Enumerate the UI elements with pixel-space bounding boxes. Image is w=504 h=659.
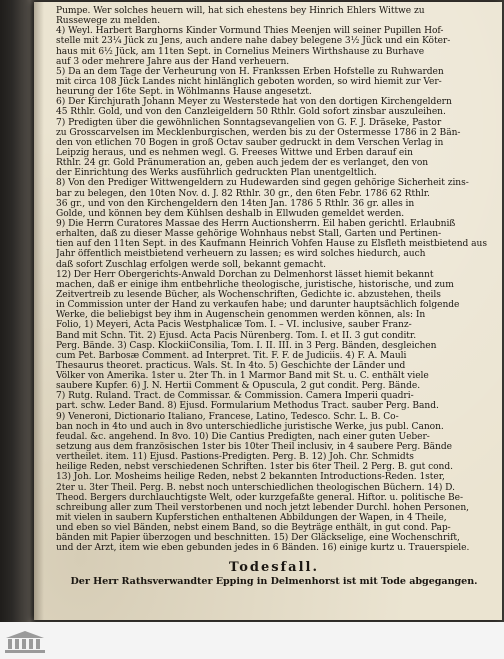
text-line: der Einrichtung des Werks ausführlich gedruckten Plan unentgeltlich. (56, 168, 377, 179)
text-line: Pumpe. Wer solches heuern will, hat sich ehestens bey Hinrich Ehlers Wittwe zu (56, 6, 425, 16)
text-line: part. schw. Leder Band. 8) Ejusd. Formularium Methodus Tract. sauber Perg. Band. (56, 401, 439, 412)
text-line: Völker von Amerika. 1ster u. 2ter Th. in 1 Marmor Band mit St. u. C. enthält viele (56, 371, 429, 382)
text-line: mit circa 108 Jück Landes nicht hinlänglich geboten worden, so wird hiemit zur Ver- (56, 76, 442, 87)
text-line: und der Arzt, item wie eben gebunden jedes in 6 Bänden. 16) einige kurtz u. Trauerspiele. (56, 543, 470, 554)
text-line: bänden mit Papier überzogen und beschnitten. 15) Der Gläckselige, eine Wochenschrift, (56, 533, 460, 544)
text-line: setzung aus dem französischen 1ster bis 10ter Theil inclusiv, in 4 saubere Perg. Bände (56, 442, 452, 453)
text-line: cum Pet. Barbosæ Comment. ad Interpret. Tit. F. F. de Judiciis. 4) F. A. Mauli (56, 350, 407, 361)
newspaper-page (34, 2, 502, 620)
text-line: 36 gr., und von den Kirchengeldern den 14ten Jan. 1786 5 Rthlr. 36 gr. alles in (56, 198, 415, 209)
text-line: Jahr öffentlich meistbietend verheuern zu lassen; es wird solches hiedurch, auch (56, 249, 426, 260)
viewer-footer (0, 622, 504, 659)
text-line: 7) Predigten über die gewöhnlichen Sonntagsevangelien von G. F. J. Dräseke, Pastor (56, 117, 442, 128)
text-line: 9) Die Herrn Curatores Massae des Herrn Auctionsherrn. Eil haben gerichtl. Erlaubniß (56, 218, 456, 229)
text-line: stelle mit 23¼ Jück zu Jens, auch andere nahe dabey belegene 3½ Jück und ein Köter- (56, 36, 451, 47)
text-line: 45 Rthlr. Gold, und von den Canzleigeldern 50 Rthlr. Gold sofort zinsbar auszuleihen. (56, 107, 446, 118)
text-line: vertheilet. item. 11) Ejusd. Pastions-Predigten. Perg. B. 12) Joh. Chr. Schmidts (56, 452, 414, 463)
text-line: schreibung aller zum Theil verstorbenen und noch jetzt lebender Durchl. hohen Personen, (56, 502, 469, 513)
text-line: Rthlr. 24 gr. Gold Pränumeration an, geben auch jedem der es verlanget, den von (56, 158, 429, 169)
text-line: 8) Von den Prediger Wittwengeldern zu Hudewarden sind gegen gehörige Sicherheit zins- (56, 178, 469, 189)
text-line: heilige Reden, nebst verschiedenen Schriften. 1ster bis 6ter Theil. 2 Perg. B. gut cond. (56, 462, 453, 473)
text-line: 5) Da an dem Tage der Verheurung von H. Frankssen Erben Hofstelle zu Ruhwarden (56, 66, 444, 77)
text-line: machen, daß er einige ihm entbehrliche theologische, juristische, historische, und zum (56, 279, 454, 290)
text-line: 13) Joh. Lor. Mosheims heilige Reden, nebst 2 bekannten Introductions-Reden. 1ster, (56, 472, 445, 483)
text-line: zu Grosscarvelsen im Mecklenburgischen, werden bis zu der Ostermesse 1786 in 2 Bän- (56, 127, 461, 138)
text-line: Zeitvertreib zu lesende Bücher, als Wochenschriften, Gedichte ic. abzustehen, theils (56, 289, 441, 300)
text-line: mit vielen in saubern Kupferstichen enthaltenen Abbildungen der Wapen, in 4 Theile, (56, 513, 447, 524)
text-line: 4) Weyl. Harbert Barghorns Kinder Vormund Thies Meenjen will seiner Pupillen Hof- (56, 26, 444, 37)
text-line: bar zu belegen, den 10ten Nov. d. J. 82 Rthlr. 30 gr., den 6ten Febr. 1786 62 Rthlr. (56, 188, 430, 199)
text-line: 9) Veneroni, Dictionario Italiano, Francese, Latino, Tedesco. Schr. L. B. Co- (56, 411, 399, 422)
text-line: 2ter u. 3ter Theil. Perg. B. nebst noch unterschiedlichen theologischen Büchern. 14) D. (56, 482, 455, 493)
text-line: Theod. Bergers durchlauchtigste Welt, oder kurzgefaßte general. Hiftor. u. politische Be- (56, 492, 463, 503)
text-line: Band mit Schn. Tit. 2) Ejusd. Acta Pacis Nürenberg. Tom. I. et II. 3 gut conditr. (56, 330, 417, 341)
text-line: Leipzig heraus, und es nehmen wegl. G. Freeses Wittwe und Erben darauf ein (56, 147, 413, 158)
text-line: ban noch in 4to und auch in 8vo unterschiedliche juristische Werke, jus publ. Canon. (56, 421, 444, 432)
text-line: Golde, und können bey dem Kühlsen deshalb in Ellwuden gemeldet werden. (56, 208, 405, 219)
text-line: 6) Der Kirchjurath Johann Meyer zu Westerstede hat von den dortigen Kirchengeldern (56, 97, 452, 108)
text-line: daß sofort Zuschlag erfolgen werde soll, bekannt gemacht. (56, 259, 326, 270)
page-text-column (56, 6, 492, 588)
binding-shadow (34, 2, 44, 620)
text-line: Folio, 1) Meyeri, Acta Pacis Westphalicæ Tom. I. – VI. inclusive, sauber Franz- (56, 320, 412, 331)
text-line: feudal. &c. angehend. In 8vo. 10) Die Cantius Predigten, nach einer guten Ueber- (56, 431, 430, 442)
text-line: 7) Rutg. Ruland. Tract. de Commissar. & Commission. Camera Imperii quadri- (56, 391, 414, 402)
text-line: heurung der 16te Sept. in Wöhlmanns Hause angesetzt. (56, 87, 312, 98)
text-line: Werke, die beliebigst bey ihm in Augenschein genommen werden können, als: In (56, 310, 426, 321)
text-line: tien auf den 11ten Sept. in des Kaufmann Heinrich Vohfen Hause zu Elsfleth meistbietend aus (56, 239, 487, 250)
text-line: Thesaurus theoret. practicus. Wals. St. In 4to. 5) Geschichte der Länder und (56, 360, 406, 371)
text-line: und eben so viel Bänden, nebst einem Band, so die Beyträge enthält, in gut cond. Pap- (56, 523, 451, 534)
text-line: erhalten, daß zu dieser Masse gehörige Wohnhaus nebst Stall, Garten und Pertinen- (56, 229, 442, 240)
text-line: Perg. Bände. 3) Casp. KlockiiConsilia, Tom. I. II. III. in 3 Perg. Bänden, desgleichen (56, 340, 437, 351)
text-line: Russewege zu melden. (56, 16, 161, 27)
text-line: haus mit 6½ Jück, am 11ten Sept. in Cornelius Meiners Wirthshause zu Burhave (56, 46, 425, 57)
text-line: 12) Der Herr Obergerichts-Anwald Dorchan zu Delmenhorst lässet hiemit bekannt (56, 269, 434, 280)
text-line: saubere Kupfer. 6) J. N. Hertii Comment & Opuscula, 2 gut condit. Perg. Bände. (56, 381, 421, 392)
text-line: in Commission unter der Hand zu verkaufen habe; und darunter hauptsächlich folgende (56, 300, 460, 311)
text-line: den von etlichen 70 Bogen in groß Octav sauber gedruckt in dem Verschen Verlag in (56, 137, 444, 148)
library-logo-icon (4, 630, 46, 655)
text-line: auf 3 oder mehrere Jahre aus der Hand verheuern. (56, 56, 290, 67)
death-notice-text: Der Herr Rathsverwandter Epping in Delmenhorst ist mit Tode abgegangen. (70, 575, 478, 587)
death-notice-heading: Todesfall. (229, 559, 319, 575)
